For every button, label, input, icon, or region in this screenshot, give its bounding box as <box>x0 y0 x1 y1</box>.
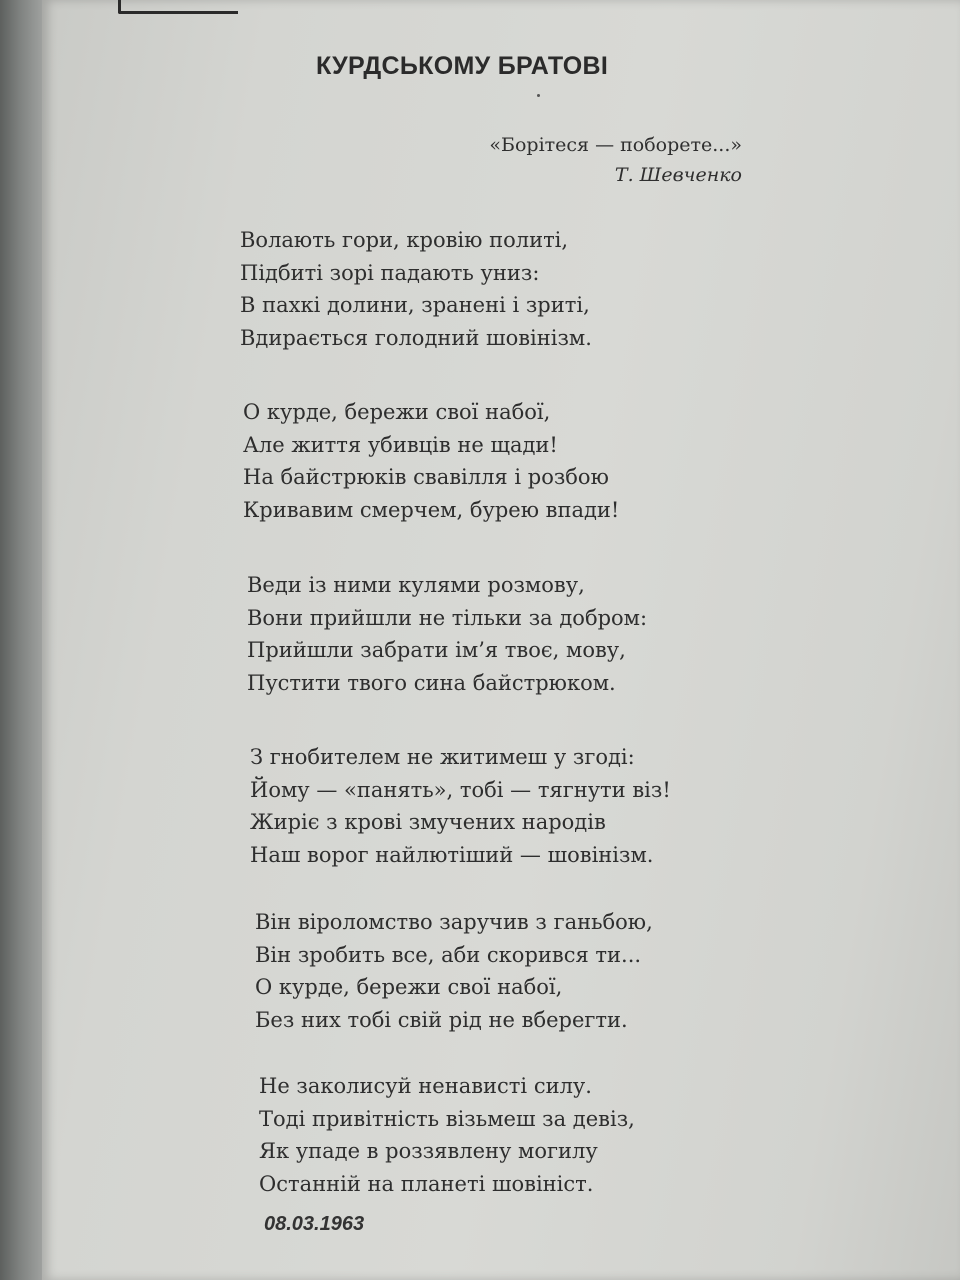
epigraph-author: Т. Шевченко <box>614 164 742 186</box>
verse-line: Кривавим смерчем, бурею впади! <box>243 497 620 522</box>
verse-line: Останній на планеті шовініст. <box>259 1171 594 1196</box>
book-spine-shadow <box>0 0 48 1280</box>
verse-line: Волають гори, кровію политі, <box>240 228 569 252</box>
ink-speck <box>537 94 540 97</box>
verse-line: Він зробить все, аби скорився ти... <box>255 942 642 967</box>
stanza-1 <box>240 224 592 354</box>
verse-line: Веди із ними кулями розмову, <box>247 573 585 597</box>
verse-line: Прийшли забрати ім’я твоє, мову, <box>247 638 626 662</box>
stanza-5 <box>255 906 653 1036</box>
verse-line: Але життя убивців не щади! <box>243 432 558 457</box>
verse-line: Вдирається голодний шовінізм. <box>240 325 592 350</box>
verse-line: Він віроломство заручив з ганьбою, <box>255 910 653 934</box>
stanza-4 <box>250 741 671 871</box>
verse-line: Вони прийшли не тільки за добром: <box>247 605 648 630</box>
epigraph <box>400 130 742 190</box>
verse-line: Не заколисуй ненависті силу. <box>259 1074 592 1098</box>
verse-line: В пахкі долини, зранені і зриті, <box>240 293 590 317</box>
header-rule <box>118 0 238 14</box>
verse-line: З гнобителем не житимеш у згоді: <box>250 745 635 769</box>
epigraph-quote: «Борітеся — поборете...» <box>489 134 742 156</box>
poem-date: 08.03.1963 <box>264 1213 365 1235</box>
verse-line: На байстрюків свавілля і розбою <box>243 465 609 489</box>
verse-line: Наш ворог найлютіший — шовінізм. <box>250 842 654 867</box>
verse-line: О курде, бережи свої набої, <box>243 400 551 424</box>
verse-line: Без них тобі свій рід не вберегти. <box>255 1007 628 1032</box>
verse-line: Жиріє з крові змучених народів <box>250 810 606 834</box>
verse-line: Як упаде в роззявлену могилу <box>259 1139 598 1163</box>
stanza-3 <box>247 569 647 699</box>
verse-line: О курде, бережи свої набої, <box>255 975 563 999</box>
stanza-2 <box>243 396 619 526</box>
verse-line: Підбиті зорі падають униз: <box>240 260 540 285</box>
verse-line: Тоді привітність візьмеш за девіз, <box>259 1106 635 1131</box>
verse-line: Йому — «панять», тобі — тягнути віз! <box>250 777 671 802</box>
stanza-6 <box>259 1070 635 1200</box>
poem-title: КУРДСЬКОМУ БРАТОВІ <box>316 52 609 80</box>
verse-line: Пустити твого сина байстрюком. <box>247 670 616 695</box>
